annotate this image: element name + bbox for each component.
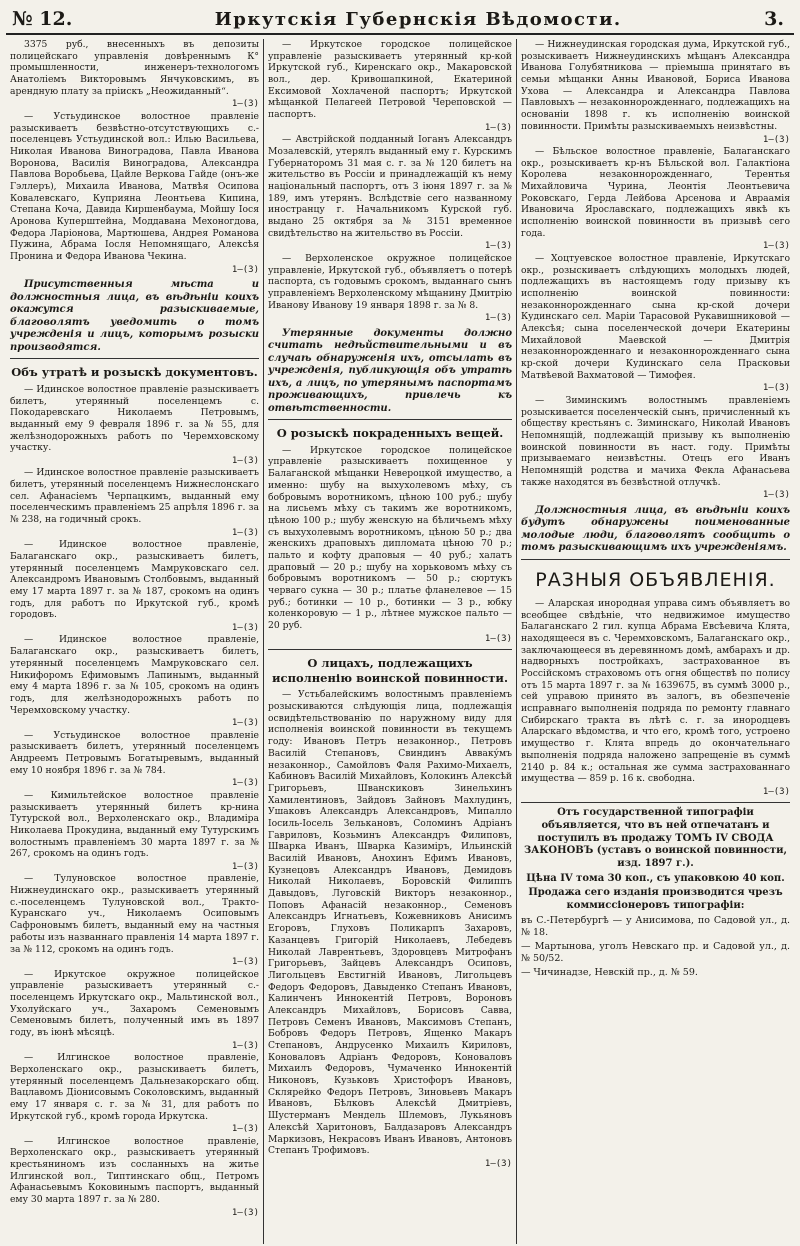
italic-note: Должностныя лица, въ вѣдѣніи коихъ будутъ обнаружены поименованные молодые люди, благоволятъ сообщить о томъ разыскивающимъ ихъ учрежденіямъ. [521, 504, 790, 554]
notice-ref: 1—(3) [484, 122, 512, 133]
notice-ref: 1—(3) [231, 1040, 259, 1051]
notice-ref: 1—(3) [231, 527, 259, 538]
notice: — Илгинское волостное правленіе, Верхоленскаго окр., разыскиваетъ билетъ, утерянный поселенцемъ Дальнезакорскаго общ. Вацлавомъ Діонисовымъ Соколовскимъ, выданный ему 17 января с. г. за № 31, для работъ по Иркутской губ., кромѣ города Иркутска. [10, 1052, 259, 1122]
notice: — Идинское волостное правленіе разыскиваетъ билетъ, утерянный поселенцемъ Нижнеслонскаго сел. Афанасіемъ Черпацкимъ, выданный ему поселенческимъ правленіемъ 25 апрѣля 1896 г. за № 238, на годичный срокъ. [10, 467, 259, 526]
notice: — Устьудинское волостное правленіе разыскиваетъ билетъ, утерянный поселенцемъ Андреемъ Петровымъ Богатыревымъ, выданный ему 10 ноября 1896 г. за № 784. [10, 729, 259, 776]
notice: — Идинское волостное правленіе разыскиваетъ билетъ, утерянный поселенцемъ с. Покодаревскаго Николаемъ Петровымъ, выданный ему 9 февраля 1896 г. за № 55, для желѣзнодорожныхъ работъ по Черемховскому участку. [10, 383, 259, 454]
notice: — Аларская инородная управа симъ объявляетъ во всеобщее свѣдѣніе, что недвижимое имущество Балаганскаго 2 гил. купца Абрама Евсѣевича Клята, находящееся въ с. Черемховскомъ, Балаганскаго окр., заключающееся въ деревянномъ домѣ, амбарахъ и др. надворныхъ постройкахъ, застрахованное въ Россійскомъ страховомъ отъ огня обществѣ по полису отъ 15 марта 1897 г. за № 1639675, въ суммѣ 3000 р., сей управою принято въ залогъ, въ обезпеченіе исправнаго выполненія подряда по ремонту главнаго Сибирскаго тракта въ лѣтѣ с. г. за инородцевъ Аларскаго вѣдомства, и что его, кромѣ того, устроено имущество г. Клята впредь до окончательнаго выполненія подряда наложено запрещеніе въ суммѣ 2140 р. 84 к.; остальная же сумма застрахованнаго имущества — 859 р. 16 к. свободна. [521, 597, 790, 785]
italic-note: Присутственныя мѣста и должностныя лица, въ вѣдѣніи коихъ окажутся разыскиваемые, благоволятъ уведомить о томъ учрежденія и лицъ, которымъ розыски производятся. [10, 279, 259, 353]
notice: — Иркутское городское полицейское управленіе разыскиваетъ похищенное у Балаганской мѣщанки Невероцкой имущество, а именно: шубу на выхухолевомъ мѣху, съ бобровымъ воротникомъ, цѣною 100 руб.; шубу на лисьемъ мѣху съ такимъ же воротникомъ, цѣною 100 р.; шубу женскую на бѣличьемъ мѣху съ выхухолевымъ воротникомъ, цѣною 50 р.; два женскихъ драповыхъ дипломата цѣною 70 р.; пальто и кофту драповыя — 40 руб.; халатъ драповый — 20 р.; шубу на хорьковомъ мѣху съ бобровымъ воротникомъ — 50 р.; сюртукъ черваго сукна — 30 р.; платье фланелевое — 15 руб.; ботинки — 10 р., ботинки — 3 р., юбку коленкоровую — 1 р., лѣтнее мужское пальто — 20 руб. [268, 444, 512, 632]
print-house-announcement: Отъ государственной типографіи объявляется, что въ ней отпечатанъ и поступилъ въ продажу ТОМЪ IV СВОДА ЗАКОНОВЪ (уставъ о воинской повинности, изд. 1897 г.). [523, 807, 788, 870]
notice: 3375 руб., внесенныхъ въ депозиты полицейскаго управленія довѣреннымъ К° промышленности, инженеръ-технологомъ Анатоліемъ Викторовымъ Янчуковскимъ, въ арендную плату за пріискъ „Неожиданный“. [10, 39, 259, 97]
notice: — Устьбалейскимъ волостнымъ правленіемъ розыскиваются слѣдующія лица, подлежащія освидѣтельствованію по наружному виду для исполненія воинской повинности въ текущемъ году: Ивановъ Петръ незаконнор., Петровъ Василій Степановъ, Свиндинъ Авваку́мъ незаконнор., Самойловъ Фаля Рахимо-Михаелъ, Кабиновъ Василій Михайловъ, Колокинъ Алексѣй Григорьевъ, Шванскиковъ Зинельхинъ Хамилентиновъ, Зайдовъ Зайновъ Махлудинъ, Ушаковъ Александръ Александровъ, Мипалло Іосиль-Іосель Зелькановъ, Соломинъ Адріанъ Гавриловъ, Козьминъ Александръ Филиповъ, Шварка Иванъ, Шварка Казиміръ, Ильинскій Василій Ивановъ, Анохинъ Ефимъ Ивановъ, Кузнецовъ Александръ Ивановъ, Демидовъ Николай Николаевъ, Боровскій Филиппъ Давыдовъ, Луговскій Викторъ незаконнор., Поповъ Афанасій незаконнор., Семеновъ Александръ Игнатьевъ, Кожевниковъ Анисимъ Егоровъ, Глуховъ Поликарпъ Захаровъ, Казанцевъ Григорій Николаевъ, Лебедевъ Николай Лаврентьевъ, Здоровцевъ Митрофанъ Григорьевъ, Зайцевъ Александръ Осиповъ, Лигольцевъ Евстигній Ивановъ, Лигольцевъ Федоръ Федоровъ, Давыденко Степанъ Ивановъ, Калинченъ Иннокентій Петровъ, Вороновъ Александръ Михайловъ, Борисовъ Савва, Петровъ Семенъ Ивановъ, Максимовъ Степанъ, Бобровъ Федоръ Петровъ, Ященко Макаръ Степановъ, Андрусенко Михаилъ Кириловъ, Коноваловъ Адріанъ Федоровъ, Коноваловъ Михаилъ Федоровъ, Чумаченко Иннокентій Никоновъ, Кузьковъ Христофоръ Ивановъ, Склярейко Федоръ Петровъ, Зиновьевъ Макаръ Ивановъ, Бѣлковъ Алексѣй Дмитріевъ, Шустерманъ Мендель Шлемовъ, Лукьяновъ Алексѣй Харитоновъ, Балдазаровъ Александръ Маркизовъ, Некрасовъ Иванъ Ивановъ, Антоновъ Степанъ Трофимовъ. [268, 689, 512, 1157]
notice-ref: 1—(3) [231, 264, 259, 275]
notice-ref: 1—(3) [231, 99, 259, 110]
italic-note: Утерянные документы должно считать недѣйствительными и въ случаѣ обнаруженія ихъ, отсылать въ учрежденія, публикующія объ утратѣ ихъ, а лицъ, по утерянымъ паспортамъ проживающихъ, привлечь къ отвѣтственности. [268, 327, 512, 414]
notice: — Верхоленское окружное полицейское управленіе, Иркутской губ., объявляетъ о потерѣ паспорта, съ годовымъ срокомъ, выданнаго сынъ управленіемъ Верхоленскому мѣщанину Дмитрію Иванову Иванову 19 января 1898 г. за № 8. [268, 252, 512, 311]
notice-ref: 1—(3) [484, 313, 512, 324]
notice: — Идинское волостное правленіе, Балаганскаго окр., разыскиваетъ билетъ, утерянный поселенцемъ Мамруковскаго сел. Александромъ Ивановымъ Столбовымъ, выданный ему 17 марта 1897 г. за № 187, срокомъ на одинъ годъ, для работъ по Иркутской губ., кромѣ городовъ. [10, 539, 259, 621]
notice: — Идинское волостное правленіе, Балаганскаго окр., разыскиваетъ билетъ, утерянный поселенцемъ Мамруковскаго сел. Никифоромъ Ефимовымъ Лапинымъ, выданный ему 4 марта 1896 г. за № 105, срокомъ на одинъ годъ, для желѣзнодорожныхъ работъ по Черемховскому участку. [10, 634, 259, 716]
notice-ref: 1—(3) [484, 633, 512, 644]
page-header [6, 0, 794, 35]
notice-ref: 1—(3) [762, 490, 790, 501]
notice-ref: 1—(3) [231, 1207, 259, 1218]
sales-line: Продажа сего изданія производится чрезъ коммиссіонеровъ типографіи: [528, 887, 783, 912]
notice-ref: 1—(3) [231, 623, 259, 634]
notice: — Илгинское волостное правленіе, Верхоленскаго окр., разыскиваетъ утерянный крестьяниномъ изъ сосланныхъ на житье Илгинской вол., Типтинскаго общ., Петромъ Афанасьевымъ Коковинымъ паспортъ, выданный ему 30 марта 1897 г. за № 280. [10, 1135, 259, 1206]
issue-number: № 12. [12, 8, 73, 30]
notice: — Тулуновское волостное правленіе, Нижнеудинскаго окр., разыскиваетъ утерянный с.-поселенцемъ Тулуновской вол., Тракто-Куранскаго уч., Николаемъ Осиповымъ Сафроновымъ билетъ, выданный ему на частныя работы изъ названнаго правленія 14 марта 1897 г. за № 112, срокомъ на одинъ годъ. [10, 873, 259, 955]
divider [10, 358, 259, 359]
column-2 [264, 39, 517, 1244]
price-line: Цѣна IV тома 30 коп., съ упаковкою 40 коп. [526, 872, 785, 884]
column-1 [6, 39, 264, 1244]
seller-address: — Мартынова, уголъ Невскаго пр. и Садовой ул., д. № 50/52. [521, 940, 790, 964]
newspaper-title: Иркутскія Губернскія Вѣдомости. [214, 9, 622, 30]
section-heading: О лицахъ, подлежащихъ исполненію воинской повинности. [272, 656, 508, 685]
notice: — Кимильтейское волостное правленіе разыскиваетъ утерянный билетъ кр-нина Тутурской вол., Верхоленскаго окр., Владиміра Николаева Прокудина, выданный ему Тутурскимъ волостнымъ правленіемъ 30 марта 1897 г. за № 267, срокомъ на одинъ годъ. [10, 789, 259, 860]
section-heading: Объ утратѣ и розыскѣ документовъ. [11, 365, 258, 380]
notice: — Австрійской подданный Іоганъ Александръ Мозалевскій, утерялъ выданный ему г. Курскимъ Губернаторомъ 31 мая с. г. за № 120 билетъ на жительство въ Россіи и принадлежащій къ нему національный паспортъ, отъ 3 іюня 1897 г. за № 189, имъ утерянъ. Вслѣдствіе сего названному иностранцу г. Начальникомъ Курской губ. выдано 25 октября за № 3151 временное свидѣтельство на жительство въ Россіи. [268, 134, 512, 239]
notice: — Иркутское окружное полицейское управленіе разыскиваетъ утерянный с.-поселенцемъ Иркутскаго окр., Мальтинской вол., Ухолуйскаго уч., Захаромъ Семеновымъ Семеновымъ билетъ, полученный имъ въ 1897 году, въ іюнѣ мѣсяцѣ. [10, 968, 259, 1039]
notice-ref: 1—(3) [762, 134, 790, 145]
notice-ref: 1—(3) [231, 455, 259, 466]
notice-ref: 1—(3) [762, 241, 790, 252]
divider [268, 419, 512, 420]
notice: — Бѣльское волостное правленіе, Балаганскаго окр., розыскиваетъ кр-нъ Бѣльской вол. Галактіона Королева незаконнорожденнаго, Терентья Михайловича Чурина, Леонтія Леонтьевича Роковскаго, Герда Лейбова Арсенова и Авраамія Ивановича Ярославскаго, подлежащихъ явкѣ къ исполненію воинской повинности въ призывѣ сего года. [521, 145, 790, 239]
notice: — Нижнеудинская городская дума, Иркутской губ., розыскиваетъ Нижнеудинскихъ мѣщанъ Александра Иванова Голубятникова — пріемыша принятаго въ семьи мѣщанки Анны Ивановой, Бориса Иванова Ухова — Александра и Александра Павлова Павловыхъ — незаконнорожденнаго, подлежащихъ на основаніи 1898 г. къ исполненію воинской повинности. Примѣты разыскиваемыхъ неизвѣстны. [521, 39, 790, 132]
notice-ref: 1—(3) [484, 1158, 512, 1169]
notice-ref: 1—(3) [762, 786, 790, 797]
notice: — Иркутское городское полицейское управленіе разыскиваетъ утерянный кр-кой Иркутской губ., Киренскаго окр., Макаровской вол., дер. Кривошапкиной, Екатериной Ексимовой Хохлаченой паспортъ; Иркутской мѣщанкой Пелагеей Петровой Череповской — паспортъ. [268, 39, 512, 121]
notice-ref: 1—(3) [484, 241, 512, 252]
divider [521, 559, 790, 560]
seller-address: — Чичинадзе, Невскій пр., д. № 59. [521, 967, 698, 979]
notice-ref: 1—(3) [762, 383, 790, 394]
page-number: 3. [764, 8, 784, 30]
notice: — Хоцтуевское волостное правленіе, Иркутскаго окр., розыскиваетъ слѣдующихъ молодыхъ людей, подлежащихъ въ настоящемъ году призыву къ исполненію воинской повинности: незаконнорожденнаго сына кр-ской дочери Кудинскаго сел. Маріи Тарасовой Рукавишниковой — Алексѣя; сына поселенческой дочери Екатерины Михайловой Маевской — Дмитрія незаконнорожденнаго и незаконнорожденнаго сына кр-ской дочери Кудинскаго села Прасковьи Матвѣевой Вахматовой — Тимофея. [521, 252, 790, 381]
section-heading: О розыскѣ покраденныхъ вещей. [276, 426, 504, 441]
notice-ref: 1—(3) [231, 861, 259, 872]
notice: — Устьудинское волостное правленіе разыскиваетъ безвѣстно-отсутствующихъ с.-поселенцевъ Устьудинской вол.: Илью Васильева, Николая Иванова Виноградова, Павла Иванова Воронова, Василія Виноградова, Александра Павлова Воробьева, Цайле Веркова Гайде (онъ-же Гэллеръ), Михаила Иванова, Матвѣя Осипова Ковалевскаго, Куприяна Леонтьева Кипина, Степана Коча, Давида Киршенбаума, Мойшу Іося Аронова Куперштейна, Моддавана Мехоногдова, Федора Ларіонова, Мартюшева, Андрея Романова Пужина, Абрама Іосля Непомнящаго, Алексѣя Пронина и Федора Иванова Чекина. [10, 110, 259, 263]
seller-address: въ С.-Петербургѣ — у Анисимова, по Садовой ул., д. № 18. [521, 914, 790, 938]
notice-ref: 1—(3) [231, 718, 259, 729]
notice-ref: 1—(3) [231, 1124, 259, 1135]
announcements-heading: РАЗНЫЯ ОБЪЯВЛЕНІЯ. [535, 568, 776, 591]
column-3 [517, 39, 794, 1244]
notice: — Зиминскимъ волостнымъ правленіемъ розыскивается поселенческій сынъ, причисленный къ обществу крестьянъ с. Зиминскаго, Николай Ивановъ Непомнящій, подлежащій призыву къ выполненію воинской повинности въ наст. году. Примѣты призываемаго неизвѣстны. Отецъ его Иванъ Непомнящій родства и мачиха Фекла Афанасьева также находятся въ безвѣстной отлучкѣ. [521, 394, 790, 488]
divider [268, 649, 512, 650]
notice-ref: 1—(3) [231, 957, 259, 968]
notice-ref: 1—(3) [231, 778, 259, 789]
divider [521, 802, 790, 803]
